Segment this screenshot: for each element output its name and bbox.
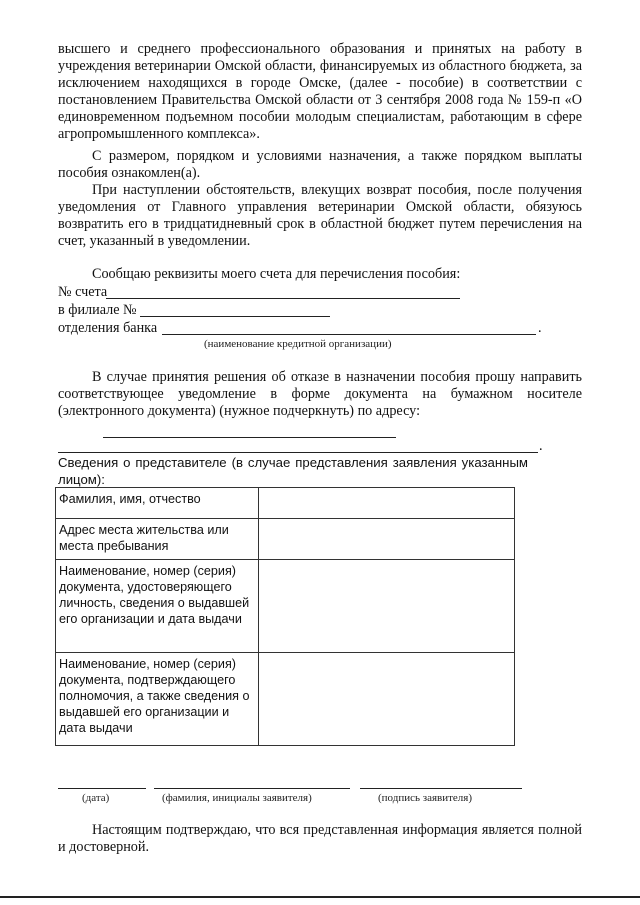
representative-table <box>55 487 515 746</box>
applicant-name-hint: (фамилия, инициалы заявителя) <box>162 792 312 804</box>
table-row <box>56 653 515 746</box>
bottom-border <box>0 896 640 898</box>
representative-address-label: Адрес места жительства или места пребывания <box>56 519 259 560</box>
address-end: . <box>539 438 543 454</box>
signature-hint: (подпись заявителя) <box>378 792 473 804</box>
representative-name-label: Фамилия, имя, отчество <box>56 488 259 519</box>
identity-document-field[interactable] <box>259 560 515 653</box>
paragraph-purpose: высшего и среднего профессионального образования и принятых на работу в учреждения ветеринарии Омской области, финансируемых из областного бюджета, за исключением находящихся в городе Омске, (далее - пособие) в соответствии с постановлением Правительства Омской области от 3 сентября 2008 года № 159-п «О единовременном подъемном пособии молодым специалистам, работающим в сфере агропромышленного комплекса». <box>58 41 582 142</box>
bank-department-label: отделения банка <box>58 320 158 336</box>
paragraph-acknowledged: С размером, порядком и условиями назначения, а также порядком выплаты пособия ознакомлен(а). <box>58 148 582 181</box>
address-field[interactable] <box>103 437 396 438</box>
applicant-name-field[interactable] <box>154 788 350 789</box>
bank-department-field[interactable] <box>162 334 536 335</box>
paragraph-refusal-notice: В случае принятия решения об отказе в назначении пособия прошу направить соответствующее уведомление в форме документа на бумажном носителе (электронного документа) (нужное подчеркнуть) по адресу: <box>58 369 582 419</box>
table-row <box>56 488 515 519</box>
branch-label: в филиале № <box>58 302 137 318</box>
account-number-field[interactable] <box>106 298 460 299</box>
authority-document-field[interactable] <box>259 653 515 746</box>
authority-document-label: Наименование, номер (серия) документа, подтверждающего полномочия, а также сведения о выдавшей его организации и дата выдачи <box>56 653 259 746</box>
table-row <box>56 519 515 560</box>
representative-address-field[interactable] <box>259 519 515 560</box>
address-field-line-2[interactable] <box>58 452 538 453</box>
table-row <box>56 560 515 653</box>
date-hint: (дата) <box>82 792 110 804</box>
representative-heading: Сведения о представителе (в случае представления заявления указанным лицом): <box>58 455 528 487</box>
paragraph-confirmation: Настоящим подтверждаю, что вся представленная информация является полной и достоверной. <box>58 822 582 855</box>
identity-document-label: Наименование, номер (серия) документа, удостоверяющего личность, сведения о выдавшей его организации и дата выдачи <box>56 560 259 653</box>
branch-number-field[interactable] <box>140 316 330 317</box>
representative-name-field[interactable] <box>259 488 515 519</box>
bank-department-end: . <box>538 320 542 336</box>
bank-intro: Сообщаю реквизиты моего счета для перечисления пособия: <box>92 266 461 282</box>
signature-field[interactable] <box>360 788 522 789</box>
date-field[interactable] <box>58 788 146 789</box>
account-label: № счета <box>58 284 108 300</box>
paragraph-return-obligation: При наступлении обстоятельств, влекущих возврат пособия, после получения уведомления от Главного управления ветеринарии Омской области, обязуюсь возвратить его в тридцатидневный срок в областной бюджет путем перечисления на счет, указанный в уведомлении. <box>58 182 582 249</box>
bank-name-hint: (наименование кредитной организации) <box>204 338 392 350</box>
